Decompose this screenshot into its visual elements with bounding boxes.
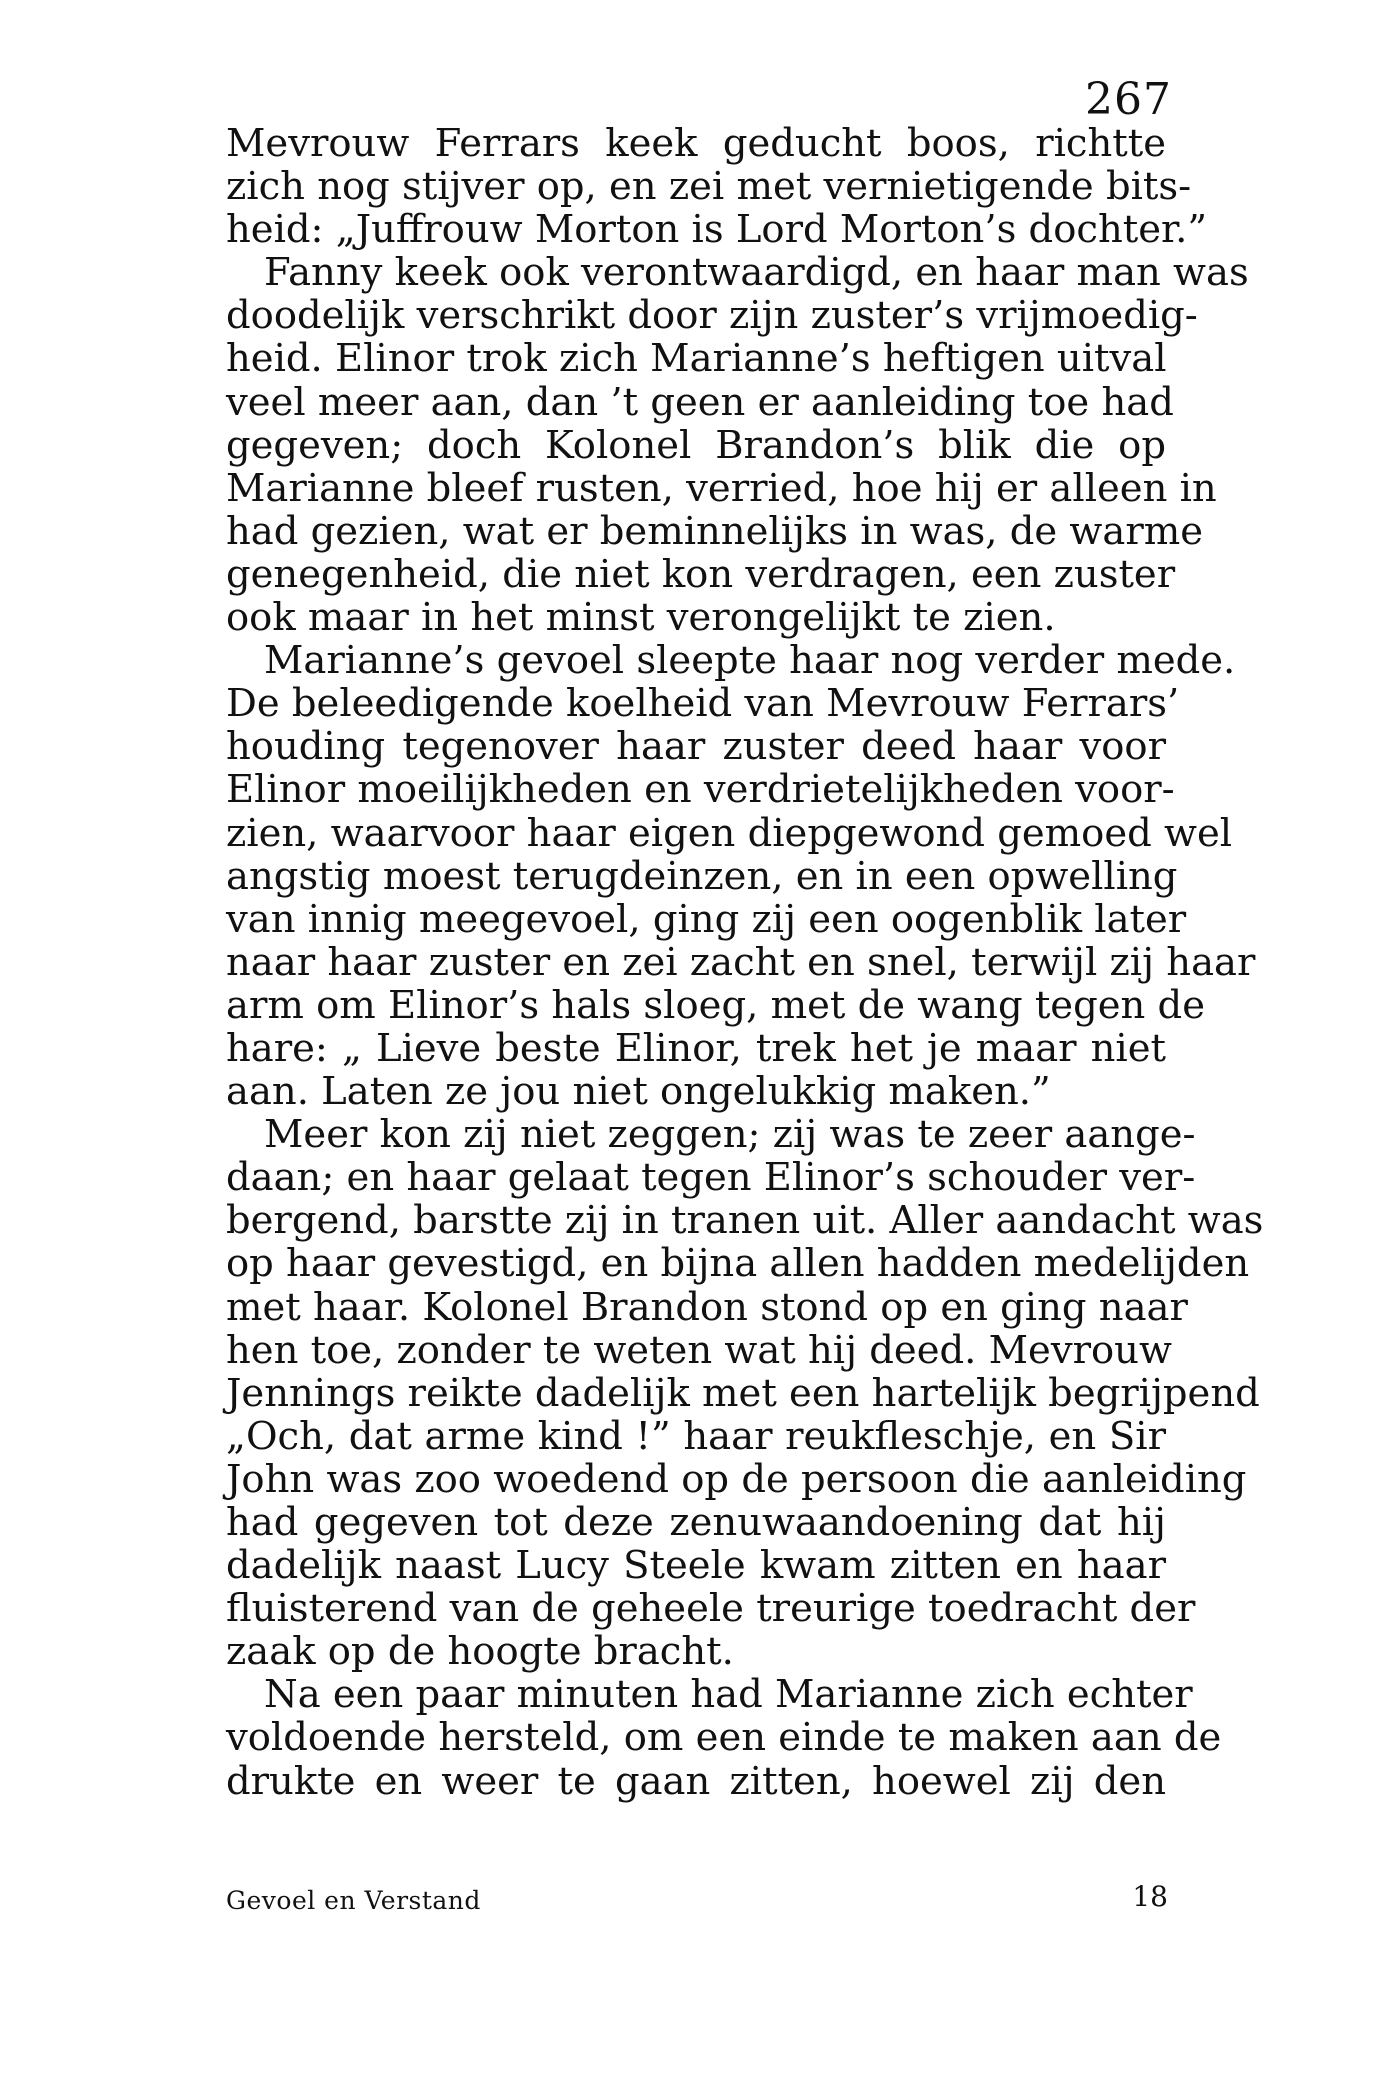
text-line: Elinor moeilijkheden en verdrietelijkheden voor-: [226, 767, 1175, 813]
text-line: ook maar in het minst verongelijkt te zien.: [226, 595, 1056, 641]
text-line: genegenheid, die niet kon verdragen, een zuster: [226, 551, 1176, 597]
text-line: houding tegenover haar zuster deed haar voor: [226, 724, 1166, 770]
text-line: Na een paar minuten had Marianne zich echter: [264, 1672, 1193, 1718]
footer-signature-mark: 18: [1132, 1880, 1168, 1913]
text-line: arm om Elinor’s hals sloeg, met de wang tegen de: [226, 982, 1205, 1028]
text-line: voldoende hersteld, om een einde te maken aan de: [226, 1715, 1222, 1761]
text-line: De beleedigende koelheid van Mevrouw Ferrars’: [226, 681, 1180, 727]
text-line: veel meer aan, dan ’t geen er aanleiding toe had: [226, 379, 1174, 425]
text-line: Jennings reikte dadelijk met een hartelijk begrijpend: [226, 1370, 1260, 1416]
text-line: doodelijk verschrikt door zijn zuster’s vrijmoedig-: [226, 293, 1198, 339]
text-line: hare: „ Lieve beste Elinor, trek het je maar niet: [226, 1025, 1166, 1071]
text-line: naar haar zuster en zei zacht en snel, terwijl zij haar: [226, 939, 1256, 985]
text-line: van innig meegevoel, ging zij een oogenblik later: [226, 896, 1187, 942]
text-line: John was zoo woedend op de persoon die aanleiding: [226, 1456, 1247, 1502]
text-line: zaak op de hoogte bracht.: [226, 1629, 734, 1675]
text-line: hen toe, zonder te weten wat hij deed. Mevrouw: [226, 1327, 1172, 1373]
text-line: Fanny keek ook verontwaardigd, en haar man was: [264, 250, 1249, 296]
text-line: op haar gevestigd, en bijna allen hadden medelijden: [226, 1241, 1250, 1287]
text-line: Marianne bleef rusten, verried, hoe hij er alleen in: [226, 465, 1217, 511]
text-line: heid. Elinor trok zich Marianne’s heftigen uitval: [226, 336, 1167, 382]
text-line: fluisterend van de geheele treurige toedracht der: [226, 1586, 1196, 1632]
text-line: drukte en weer te gaan zitten, hoewel zij den: [226, 1758, 1166, 1804]
text-line: dadelijk naast Lucy Steele kwam zitten en haar: [226, 1543, 1166, 1589]
text-line: zich nog stijver op, en zei met vernietigende bits-: [226, 164, 1192, 210]
page-number: 267: [1085, 74, 1172, 125]
text-line: met haar. Kolonel Brandon stond op en ging naar: [226, 1284, 1188, 1330]
text-line: had gezien, wat er beminnelijks in was, de warme: [226, 508, 1204, 554]
text-line: daan; en haar gelaat tegen Elinor’s schouder ver-: [226, 1155, 1196, 1201]
text-line: heid: „Juffrouw Morton is Lord Morton’s dochter.”: [226, 207, 1208, 253]
footer-book-title: Gevoel en Verstand: [226, 1886, 481, 1915]
text-line: aan. Laten ze jou niet ongelukkig maken.”: [226, 1069, 1051, 1115]
text-line: „Och, dat arme kind !” haar reukfleschje, en Sir: [226, 1413, 1166, 1459]
text-line: Marianne’s gevoel sleepte haar nog verder mede.: [264, 638, 1236, 684]
text-line: zien, waarvoor haar eigen diepgewond gemoed wel: [226, 810, 1233, 856]
text-line: Meer kon zij niet zeggen; zij was te zeer aange-: [264, 1112, 1196, 1158]
text-line: had gegeven tot deze zenuwaandoening dat hij: [226, 1500, 1166, 1545]
text-line: Mevrouw Ferrars keek geducht boos, richtte: [226, 121, 1166, 166]
text-line: bergend, barstte zij in tranen uit. Aller aandacht was: [226, 1198, 1264, 1244]
text-line: gegeven; doch Kolonel Brandon’s blik die op: [226, 422, 1166, 468]
text-line: angstig moest terugdeinzen, en in een opwelling: [226, 853, 1178, 899]
body-text: [226, 121, 1264, 1804]
